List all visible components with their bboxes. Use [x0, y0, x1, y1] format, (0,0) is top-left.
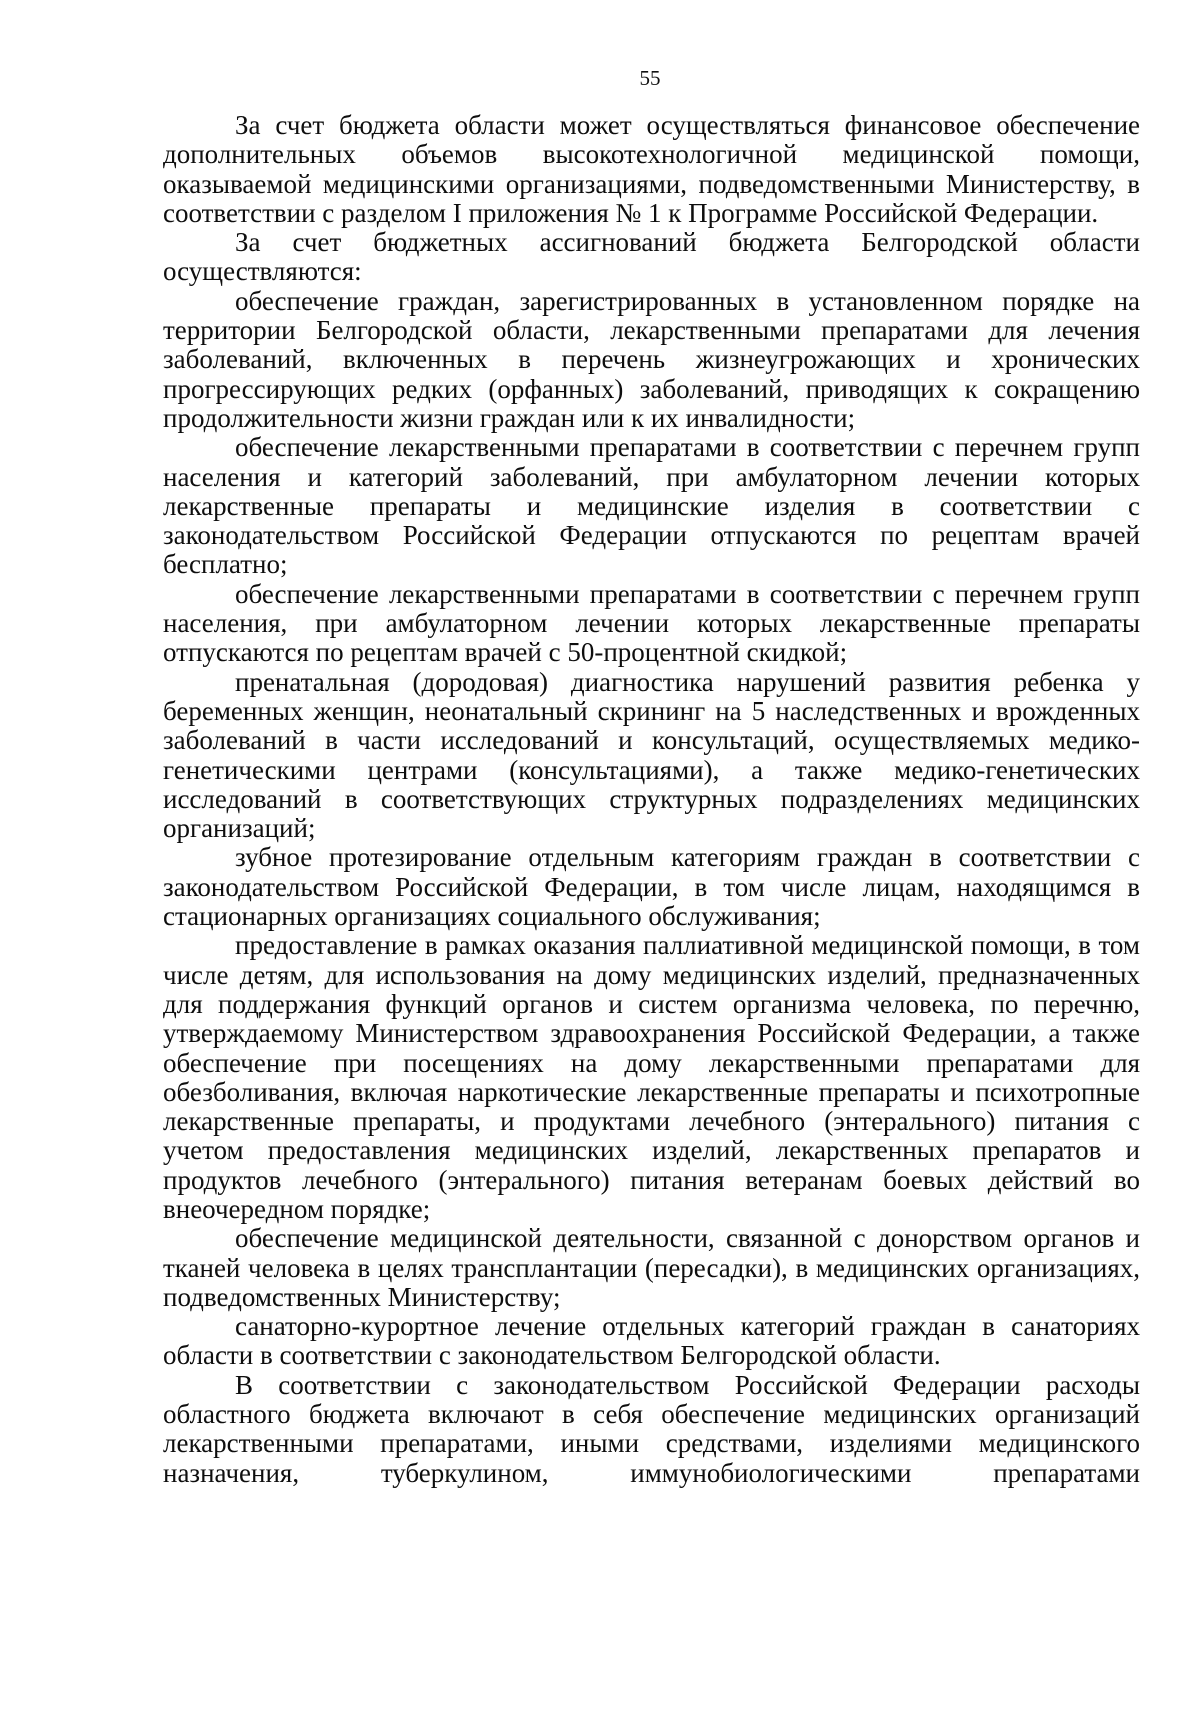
- paragraph-discount-prescriptions: обеспечение лекарственными препаратами в соответствии с перечнем групп населения, при амбулаторном лечении которых лекарственные препараты отпускаются по рецептам врачей с 50-процентной скидкой;: [163, 578, 1140, 668]
- paragraph-regional-budget-hightech-care: За счет бюджета области может осуществляться финансовое обеспечение дополнительных объемов высокотехнологичной медицинской помощи, оказываемой медицинскими организациями, подведомственными Министерству, в соответствии с разделом I приложения № 1 к Программе Российской Федерации.: [163, 110, 1140, 228]
- paragraph-orphan-diseases-drugs: обеспечение граждан, зарегистрированных в установленном порядке на территории Белгородской области, лекарственными препаратами для лечения заболеваний, включенных в перечень жизнеугрожающих и хронических прогрессирующих редких (орфанных) заболеваний, приводящих к сокращению продолжительности жизни граждан или к их инвалидности;: [163, 285, 1140, 433]
- paragraph-dental-prosthetics: зубное протезирование отдельным категориям граждан в соответствии с законодательством Российской Федерации, в том числе лицам, находящимся в стационарных организациях социального обслуживания;: [163, 842, 1140, 932]
- paragraph-budget-allocations-intro: За счет бюджетных ассигнований бюджета Белгородской области осуществляются:: [163, 227, 1140, 287]
- page-number: 55: [639, 66, 661, 90]
- paragraph-regional-budget-expenses: В соответствии с законодательством Российской Федерации расходы областного бюджета включают в себя обеспечение медицинских организаций лекарственными препаратами, иными средствами, изделиями медицинского назначения, туберкулином, иммунобиологическими препаратами: [163, 1369, 1140, 1488]
- paragraph-sanatorium-treatment: санаторно-курортное лечение отдельных категорий граждан в санаториях области в соответствии с законодательством Белгородской области.: [163, 1311, 1140, 1371]
- paragraph-prenatal-diagnostics: пренатальная (дородовая) диагностика нарушений развития ребенка у беременных женщин, неонатальный скрининг на 5 наследственных и врожденных заболеваний в части исследований и консультаций, осуществляемых медико-генетическими центрами (консультациями), а также медико-генетических исследований в соответствующих структурных подразделениях медицинских организаций;: [163, 666, 1140, 844]
- paragraph-organ-donation: обеспечение медицинской деятельности, связанной с донорством органов и тканей человека в целях трансплантации (пересадки), в медицинских организациях, подведомственных Министерству;: [163, 1223, 1140, 1312]
- paragraph-free-prescriptions: обеспечение лекарственными препаратами в соответствии с перечнем групп населения и категорий заболеваний, при амбулаторном лечении которых лекарственные препараты и медицинские изделия в соответствии с законодательством Российской Федерации отпускаются по рецептам врачей бесплатно;: [163, 432, 1140, 580]
- paragraph-palliative-care: предоставление в рамках оказания паллиативной медицинской помощи, в том числе детям, для использования на дому медицинских изделий, предназначенных для поддержания функций органов и систем организма человека, по перечню, утверждаемому Министерством здравоохранения Российской Федерации, а также обеспечение при посещениях на дому лекарственными препаратами для обезболивания, включая наркотические лекарственные препараты и психотропные лекарственные препараты, и продуктами лечебного (энтерального) питания с учетом предоставления медицинских изделий, лекарственных препаратов и продуктов лечебного (энтерального) питания ветеранам боевых действий во внеочередном порядке;: [163, 930, 1140, 1224]
- document-body: [163, 111, 1140, 1488]
